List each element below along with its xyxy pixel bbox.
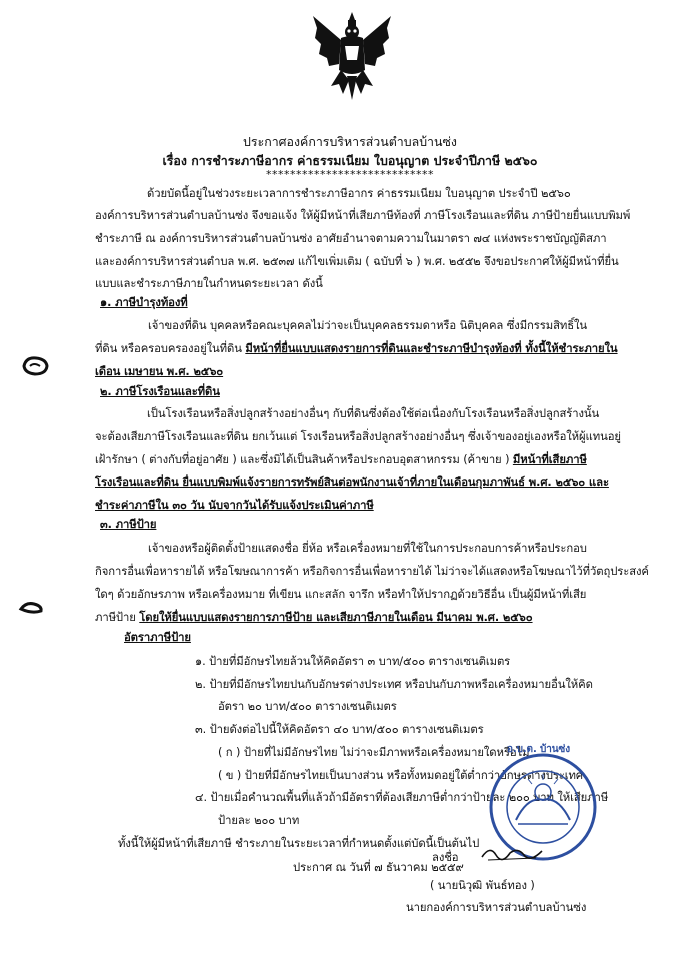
rate-item: ๑. ป้ายที่มีอักษรไทยล้วนให้คิดอัตรา ๓ บาท/๕๐๐ ตารางเซนติเมตร: [195, 655, 511, 668]
rate-subitem: ( ก ) ป้ายที่ไม่มีอักษรไทย ไม่ว่าจะมีภาพหรือเครื่องหมายใดหรือไม่: [218, 746, 530, 759]
section-2-heading: ๒. ภาษีโรงเรือนและที่ดิน: [100, 385, 220, 398]
signatory-name: ( นายนิวุฒิ พันธ์ทอง ): [430, 879, 535, 892]
punch-hole-mark-icon: [18, 600, 44, 616]
document-subject: เรื่อง การชำระภาษีอากร ค่าธรรมเนียม ใบอนุญาต ประจำปีภาษี ๒๕๖๐: [162, 153, 538, 168]
section-1-line: ที่ดิน หรือครอบครองอยู่ในที่ดิน มีหน้าที่ยื่นแบบแสดงรายการที่ดินและชำระภาษีบำรุงท้องที่ ทั้งนี้ให้ชำระภายใน: [95, 342, 618, 355]
section-3-line: เจ้าของหรือผู้ติดตั้งป้ายแสดงชื่อ ยี่ห้อ หรือเครื่องหมายที่ใช้ในการประกอบการค้าหรือประกอบ: [148, 542, 587, 555]
signatory-position: นายกองค์การบริหารส่วนตำบลบ้านซ่ง: [406, 901, 587, 914]
document-title: ประกาศองค์การบริหารส่วนตำบลบ้านซ่ง: [243, 134, 457, 149]
rate-item: อัตรา ๒๐ บาท/๕๐๐ ตารางเซนติเมตร: [218, 700, 397, 713]
section-1-heading: ๑. ภาษีบำรุงท้องที่: [100, 296, 188, 309]
section-3-line: กิจการอื่นเพื่อหารายได้ หรือโฆษณาการค้า หรือกิจการอื่นเพื่อหารายได้ ไม่ว่าจะได้แสดงหรือโฆษณาไว้ที่วัตถุประสงค์: [95, 565, 649, 578]
section-3-heading: ๓. ภาษีป้าย: [100, 518, 157, 531]
signature-label: ลงชื่อ: [432, 851, 459, 864]
section-2-deadline: โรงเรือนและที่ดิน ยื่นแบบพิมพ์แจ้งรายการทรัพย์สินต่อพนักงานเจ้าที่ภายในเดือนกุมภาพันธ์ พ.ศ. ๒๕๖๐ และ: [95, 476, 609, 489]
section-2-line: เฝ้ารักษา ( ต่างกับที่อยู่อาศัย ) และซึ่งมิได้เป็นสินค้าหรือประกอบอุตสาหกรรม (ค้าขาย ) มีหน้าที่เสียภาษี: [95, 453, 587, 466]
intro-line: และองค์การบริหารส่วนตำบล พ.ศ. ๒๕๓๗ แก้ไขเพิ่มเติม ( ฉบับที่ ๖ ) พ.ศ. ๒๕๕๒ จึงขอประกาศให้ผู้มีหน้าที่ยื่น: [95, 255, 619, 268]
rate-item: ๔. ป้ายเมื่อคำนวณพื้นที่แล้วถ้ามีอัตราที่ต้องเสียภาษีต่ำกว่าป้ายละ ๒๐๐ บาท ให้เสียภาษี: [195, 791, 609, 804]
section-2-line: จะต้องเสียภาษีโรงเรือนและที่ดิน ยกเว้นแต่ โรงเรือนหรือสิ่งปลูกสร้างอย่างอื่นๆ ซึ่งเจ้าของอยู่เองหรือให้ผู้แทนอยู่: [95, 430, 621, 443]
signature-scribble-icon: [480, 843, 546, 863]
section-1-deadline-text: มีหน้าที่ยื่นแบบแสดงรายการที่ดินและชำระภาษีบำรุงท้องที่ ทั้งนี้ให้ชำระภายใน: [245, 342, 618, 355]
section-3-line: ภาษีป้าย โดยให้ยื่นแบบแสดงรายการภาษีป้าย และเสียภาษีภายในเดือน มีนาคม พ.ศ. ๒๕๖๐: [95, 611, 533, 624]
section-1-deadline-month: เดือน เมษายน พ.ศ. ๒๕๖๐: [95, 365, 224, 378]
header-divider: ****************************: [266, 168, 434, 181]
punch-hole-mark-icon: [20, 355, 50, 377]
intro-line: องค์การบริหารส่วนตำบลบ้านซ่ง จึงขอแจ้ง ให้ผู้มีหน้าที่เสียภาษีท้องที่ ภาษีโรงเรือนและที่ดิน ภาษีป้ายยื่นแบบพิมพ์: [95, 209, 631, 222]
garuda-emblem-icon: [311, 10, 393, 102]
intro-line: แบบและชำระภาษีภายในกำหนดระยะเวลา ดังนี้: [95, 277, 323, 290]
announcement-date: ประกาศ ณ วันที่ ๗ ธันวาคม ๒๕๕๙: [293, 861, 464, 874]
section-2-payment-term: ชำระค่าภาษีใน ๓๐ วัน นับจากวันได้รับแจ้งประเมินค่าภาษี: [95, 499, 374, 512]
rate-item: ๓. ป้ายดังต่อไปนี้ให้คิดอัตรา ๔๐ บาท/๕๐๐ ตารางเซนติเมตร: [195, 723, 484, 736]
section-3-line: ใดๆ ด้วยอักษรภาพ หรือเครื่องหมาย ที่เขียน แกะสลัก จารึก หรือทำให้ปรากฏด้วยวิธีอื่น เป็นผู้มีหน้าที่เสีย: [95, 588, 587, 601]
sign-tax-rates-heading: อัตราภาษีป้าย: [124, 631, 191, 644]
rate-subitem: ( ข ) ป้ายที่มีอักษรไทยเป็นบางส่วน หรือทั้งหมดอยู่ใต้ต่ำกว่าอักษรต่างประเทศ: [218, 769, 583, 782]
closing-statement: ทั้งนี้ให้ผู้มีหน้าที่เสียภาษี ชำระภายในระยะเวลาที่กำหนดตั้งแต่บัดนี้เป็นต้นไป: [118, 837, 480, 850]
seal-text: อ.บ.ต. บ้านซ่ง: [507, 744, 570, 755]
section-1-line: เจ้าของที่ดิน บุคคลหรือคณะบุคคลไม่ว่าจะเป็นบุคคลธรรมดาหรือ นิติบุคคล ซึ่งมีกรรมสิทธิ์ใน: [148, 319, 588, 332]
section-2-line: เป็นโรงเรือนหรือสิ่งปลูกสร้างอย่างอื่นๆ กับที่ดินซึ่งต้องใช้ต่อเนื่องกับโรงเรือนหรือสิ่งปลูกสร้างนั้น: [147, 407, 600, 420]
intro-line: ด้วยบัดนี้อยู่ในช่วงระยะเวลาการชำระภาษีอากร ค่าธรรมเนียม ใบอนุญาต ประจำปี ๒๕๖๐: [147, 187, 571, 200]
intro-line: ชำระภาษี ณ องค์การบริหารส่วนตำบลบ้านซ่ง อาศัยอำนาจตามความในมาตรา ๗๔ แห่งพระราชบัญญัติสภา: [95, 232, 607, 245]
rate-item: ป้ายละ ๒๐๐ บาท: [218, 814, 300, 827]
rate-item: ๒. ป้ายที่มีอักษรไทยปนกับอักษรต่างประเทศ หรือปนกับภาพหรือเครื่องหมายอื่นให้คิด: [195, 678, 593, 691]
section-3-deadline: โดยให้ยื่นแบบแสดงรายการภาษีป้าย และเสียภาษีภายในเดือน มีนาคม พ.ศ. ๒๕๖๐: [139, 611, 533, 624]
section-2-duty-text: มีหน้าที่เสียภาษี: [512, 453, 587, 466]
